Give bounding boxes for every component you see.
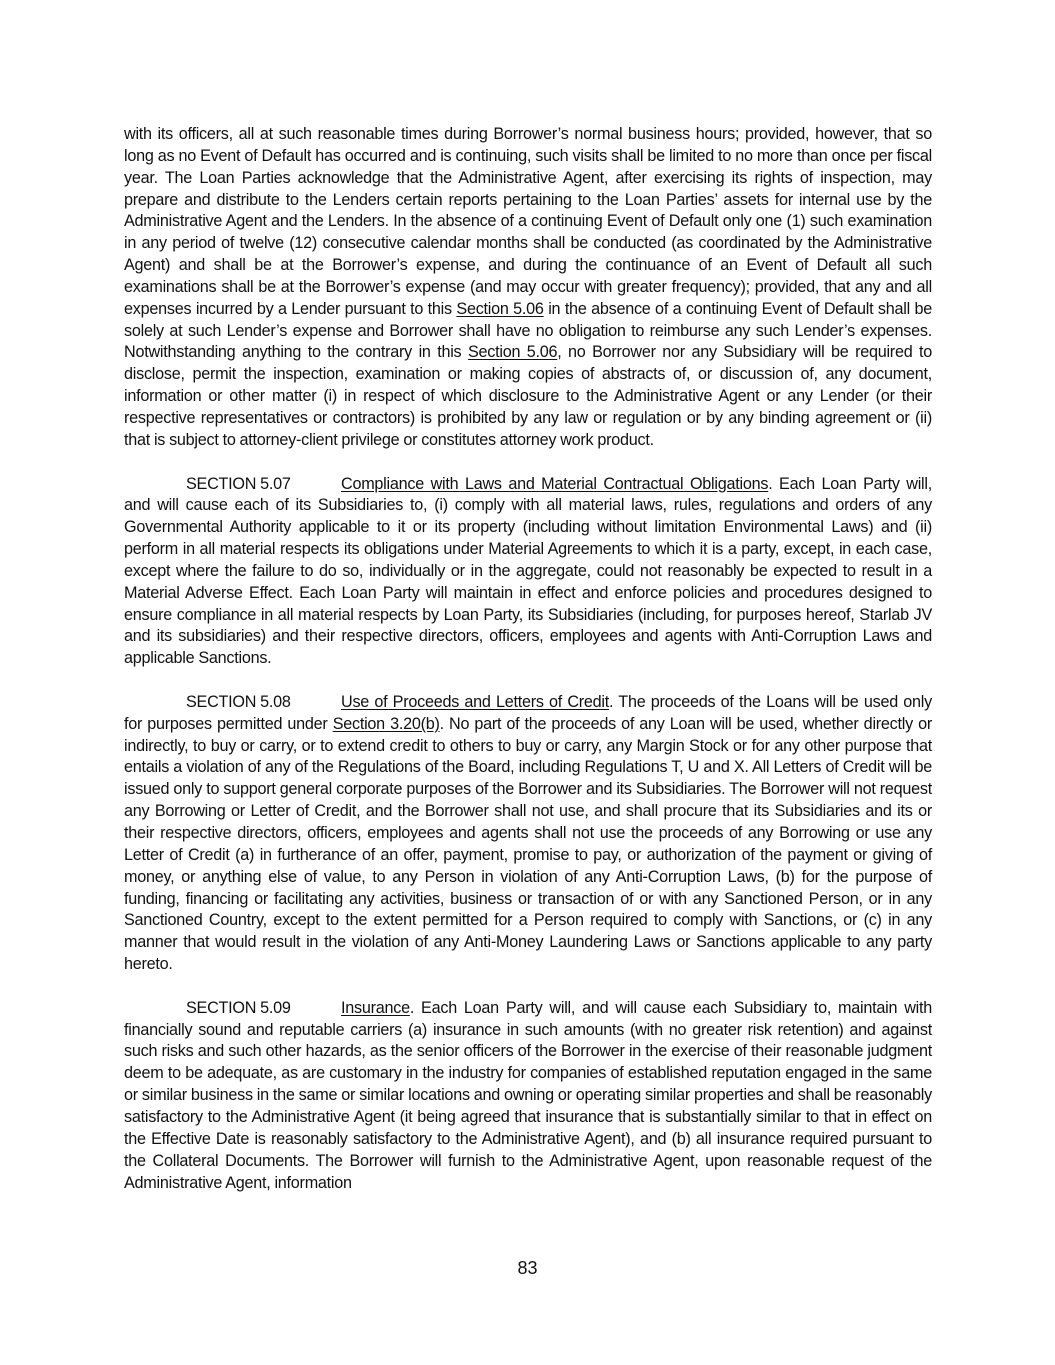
section-number: SECTION 5.07	[186, 474, 291, 493]
continuation-paragraph	[124, 124, 932, 452]
section-body: . No part of the proceeds of any Loan will be used, whether directly or indirectly, to buy or carry, or to extend credit to others to buy or carry, any Margin Stock or for any other purpose that entails a violation of any of the Regulations of the Board, including Regulations T, U and X. All Letters of Credit will be issued only to support general corporate purposes of the Borrower and its Subsidiaries. The Borrower will not request any Borrowing or Letter of Credit, and the Borrower shall not use, and shall procure that its Subsidiaries and its or their respective directors, officers, employees and agents shall not use the proceeds of any Borrowing or use any Letter of Credit (a) in furtherance of an offer, payment, promise to pay, or authorization of the payment or giving of money, or anything else of value, to any Person in violation of any Anti-Corruption Laws, (b) for the purpose of funding, financing or facilitating any activities, business or transaction of or with any Sanctioned Person, or in any Sanctioned Country, except to the extent permitted for a Person required to comply with Sanctions, or (c) in any manner that would result in the violation of any Anti-Money Laundering Laws or Sanctions applicable to any party hereto.	[124, 714, 932, 974]
continuation-text-3: , no Borrower nor any Subsidiary will be required to disclose, permit the inspection, examination or making copies of abstracts of, or discussion of, any document, information or other matter (i) in respect of which disclosure to the Administrative Agent or any Lender (or their respective representatives or contractors) is prohibited by any law or regulation or by any binding agreement or (ii) that is subject to attorney-client privilege or constitutes attorney work product.	[124, 343, 932, 449]
continuation-text-1: with its officers, all at such reasonable times during Borrower’s normal business hours; provided, however, that so long as no Event of Default has occurred and is continuing, such visits shall be limited to no more than once per fiscal year. The Loan Parties acknowledge that the Administrative Agent, after exercising its rights of inspection, may prepare and distribute to the Lenders certain reports pertaining to the Loan Parties’ assets for internal use by the Administrative Agent and the Lenders. In the absence of a continuing Event of Default only one (1) such examination in any period of twelve (12) consecutive calendar months shall be conducted (as coordinated by the Administrative Agent) and shall be at the Borrower’s expense, and during the continuance of an Event of Default all such examinations shall be at the Borrower’s expense (and may occur with greater frequency); provided, that any and all expenses incurred by a Lender pursuant to this	[124, 125, 932, 318]
section-5-07-paragraph	[124, 474, 932, 671]
continuation-text-2: in the absence of a continuing Event of Default shall be solely at such Lender’s expense and Borrower shall have no obligation to reimburse any such Lender’s expenses. Notwithstanding anything to the contrary in this	[124, 299, 932, 362]
section-reference-link[interactable]: Section 5.06	[467, 343, 558, 362]
section-5-09-paragraph	[124, 998, 932, 1195]
document-body	[124, 124, 932, 1216]
section-reference-link[interactable]: Section 5.06	[456, 299, 544, 318]
section-reference-link[interactable]: Section 3.20(b)	[332, 714, 440, 733]
page-number: 83	[517, 1258, 538, 1278]
section-body: . Each Loan Party will, and will cause each Subsidiary to, maintain with financially sound and reputable carriers (a) insurance in such amounts (with no greater risk retention) and against such risks and such other hazards, as the senior officers of the Borrower in the exercise of their reasonable judgment deem to be adequate, as are customary in the industry for companies of established reputation engaged in the same or similar business in the same or similar locations and owning or operating similar properties and shall be reasonably satisfactory to the Administrative Agent (it being agreed that insurance that is substantially similar to that in effect on the Effective Date is reasonably satisfactory to the Administrative Agent), and (b) all insurance required pursuant to the Collateral Documents. The Borrower will furnish to the Administrative Agent, upon reasonable request of the Administrative Agent, information	[124, 998, 932, 1192]
section-5-08-paragraph	[124, 692, 932, 976]
section-number: SECTION 5.08	[186, 692, 291, 711]
section-body: . The proceeds of the Loans will be used only for purposes permitted under	[124, 692, 932, 733]
section-heading: Use of Proceeds and Letters of Credit	[341, 692, 610, 711]
section-heading: Insurance	[341, 998, 410, 1017]
section-body: . Each Loan Party will, and will cause each of its Subsidiaries to, (i) comply with all material laws, rules, regulations and orders of any Governmental Authority applicable to it or its property (including without limitation Environmental Laws) and (ii) perform in all material respects its obligations under Material Agreements to which it is a party, except, in each case, except where the failure to do so, individually or in the aggregate, could not reasonably be expected to result in a Material Adverse Effect. Each Loan Party will maintain in effect and enforce policies and procedures designed to ensure compliance in all material respects by Loan Party, its Subsidiaries (including, for purposes hereof, Starlab JV and its subsidiaries) and their respective directors, officers, employees and agents with Anti-Corruption Laws and applicable Sanctions.	[124, 474, 932, 668]
section-number: SECTION 5.09	[186, 998, 291, 1017]
section-heading: Compliance with Laws and Material Contractual Obligations	[341, 474, 769, 493]
